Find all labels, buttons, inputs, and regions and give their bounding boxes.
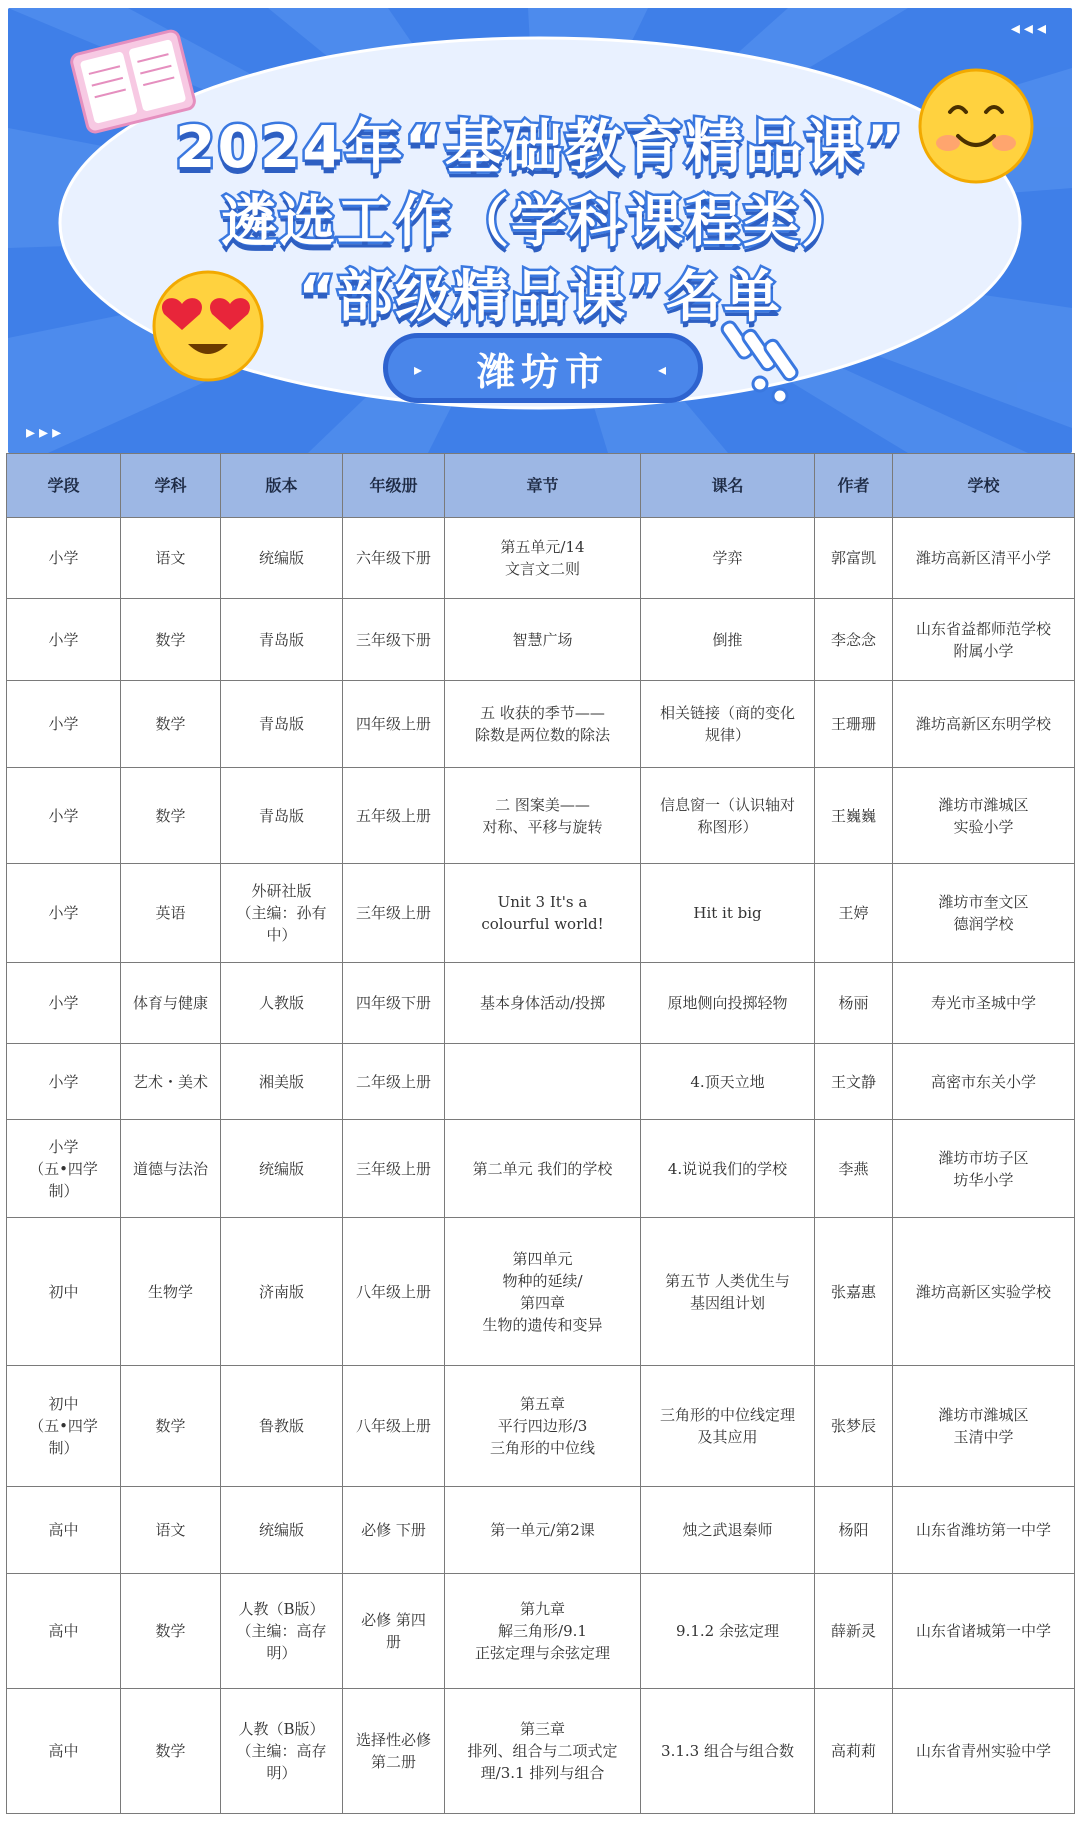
corner-arrows-bottom: ▸▸▸ (26, 422, 66, 443)
table-row (7, 1218, 1075, 1366)
cell-author: 张梦辰 (815, 1366, 893, 1487)
table-row (7, 599, 1075, 681)
cell-course: 4.顶天立地 (641, 1044, 815, 1120)
cell-author: 郭富凯 (815, 518, 893, 599)
cell-author: 李念念 (815, 599, 893, 681)
table-row (7, 963, 1075, 1044)
cell-edition: 青岛版 (221, 768, 343, 864)
cell-chapter: Unit 3 It's a colourful world! (445, 864, 641, 963)
table-row (7, 1574, 1075, 1689)
cell-school: 山东省诸城第一中学 (893, 1574, 1075, 1689)
cell-stage: 小学 (7, 768, 121, 864)
cell-grade: 三年级上册 (343, 864, 445, 963)
cell-chapter: 第三章 排列、组合与二项式定 理/3.1 排列与组合 (445, 1689, 641, 1814)
table-row (7, 681, 1075, 768)
cell-chapter: 五 收获的季节—— 除数是两位数的除法 (445, 681, 641, 768)
title-line-2: 遴选工作（学科课程类） (221, 190, 859, 255)
cell-stage: 小学 (7, 1044, 121, 1120)
title-line-1: 2024年“基础教育精品课” (175, 113, 905, 181)
cell-school: 山东省潍坊第一中学 (893, 1487, 1075, 1574)
cell-course: 倒推 (641, 599, 815, 681)
cell-subject: 数学 (121, 1366, 221, 1487)
cell-author: 高莉莉 (815, 1689, 893, 1814)
cell-grade: 六年级下册 (343, 518, 445, 599)
cell-chapter: 二 图案美—— 对称、平移与旋转 (445, 768, 641, 864)
cell-edition: 湘美版 (221, 1044, 343, 1120)
cell-course: 学弈 (641, 518, 815, 599)
cell-author: 杨阳 (815, 1487, 893, 1574)
cell-course: 4.说说我们的学校 (641, 1120, 815, 1218)
cell-grade: 四年级下册 (343, 963, 445, 1044)
title-line-3: “部级精品课”名单 (298, 265, 782, 330)
header-chapter: 章节 (445, 454, 641, 518)
header-stage: 学段 (7, 454, 121, 518)
cell-grade: 八年级上册 (343, 1218, 445, 1366)
cell-edition: 统编版 (221, 1120, 343, 1218)
cell-grade: 必修 下册 (343, 1487, 445, 1574)
header-author: 作者 (815, 454, 893, 518)
table-row (7, 1366, 1075, 1487)
cell-chapter: 基本身体活动/投掷 (445, 963, 641, 1044)
cell-subject: 语文 (121, 518, 221, 599)
cell-school: 潍坊市潍城区 实验小学 (893, 768, 1075, 864)
cell-course: 原地侧向投掷轻物 (641, 963, 815, 1044)
table-row (7, 1487, 1075, 1574)
cell-course: 三角形的中位线定理 及其应用 (641, 1366, 815, 1487)
header-subject: 学科 (121, 454, 221, 518)
cell-course: 3.1.3 组合与组合数 (641, 1689, 815, 1814)
cell-author: 王文静 (815, 1044, 893, 1120)
cell-course: 烛之武退秦师 (641, 1487, 815, 1574)
cell-subject: 数学 (121, 1689, 221, 1814)
cell-chapter: 智慧广场 (445, 599, 641, 681)
cell-author: 王珊珊 (815, 681, 893, 768)
table-header-row (7, 454, 1075, 518)
cell-subject: 道德与法治 (121, 1120, 221, 1218)
city-badge (383, 333, 703, 403)
cell-chapter: 第二单元 我们的学校 (445, 1120, 641, 1218)
cell-edition: 济南版 (221, 1218, 343, 1366)
cell-chapter: 第五单元/14 文言文二则 (445, 518, 641, 599)
cell-chapter (445, 1044, 641, 1120)
cell-grade: 选择性必修 第二册 (343, 1689, 445, 1814)
cell-stage: 小学 (7, 518, 121, 599)
cell-author: 李燕 (815, 1120, 893, 1218)
cell-edition: 人教（B版） （主编：高存 明） (221, 1574, 343, 1689)
cell-school: 山东省益都师范学校 附属小学 (893, 599, 1075, 681)
cell-stage: 小学 (7, 599, 121, 681)
cell-course: 信息窗一（认识轴对 称图形） (641, 768, 815, 864)
cell-author: 薛新灵 (815, 1574, 893, 1689)
cell-stage: 高中 (7, 1574, 121, 1689)
cell-course: 相关链接（商的变化 规律） (641, 681, 815, 768)
cell-stage: 高中 (7, 1689, 121, 1814)
cell-stage: 小学 (7, 963, 121, 1044)
cell-grade: 必修 第四 册 (343, 1574, 445, 1689)
cell-edition: 青岛版 (221, 599, 343, 681)
cell-edition: 人教版 (221, 963, 343, 1044)
header-grade: 年级册 (343, 454, 445, 518)
arrow-right-icon: ▸ (414, 360, 429, 379)
cell-subject: 体育与健康 (121, 963, 221, 1044)
course-table (6, 453, 1075, 1814)
cell-school: 山东省青州实验中学 (893, 1689, 1075, 1814)
cell-stage: 初中 （五•四学 制） (7, 1366, 121, 1487)
cell-course: 9.1.2 余弦定理 (641, 1574, 815, 1689)
cell-stage: 小学 (7, 681, 121, 768)
cell-subject: 数学 (121, 681, 221, 768)
cell-school: 寿光市圣城中学 (893, 963, 1075, 1044)
header-edition: 版本 (221, 454, 343, 518)
table-row (7, 864, 1075, 963)
cell-subject: 语文 (121, 1487, 221, 1574)
header-course: 课名 (641, 454, 815, 518)
cell-subject: 艺术・美术 (121, 1044, 221, 1120)
cell-chapter: 第四单元 物种的延续/ 第四章 生物的遗传和变异 (445, 1218, 641, 1366)
table-row (7, 768, 1075, 864)
cell-chapter: 第五章 平行四边形/3 三角形的中位线 (445, 1366, 641, 1487)
cell-edition: 外研社版 （主编：孙有 中） (221, 864, 343, 963)
cell-school: 潍坊高新区实验学校 (893, 1218, 1075, 1366)
cell-subject: 英语 (121, 864, 221, 963)
corner-arrows-top: ◂◂◂ (1010, 18, 1050, 39)
cell-grade: 五年级上册 (343, 768, 445, 864)
arrow-left-icon: ◂ (657, 360, 672, 379)
cell-course: Hit it big (641, 864, 815, 963)
cell-stage: 高中 (7, 1487, 121, 1574)
table-row (7, 518, 1075, 599)
cell-edition: 鲁教版 (221, 1366, 343, 1487)
cell-stage: 初中 (7, 1218, 121, 1366)
cell-school: 潍坊市奎文区 德润学校 (893, 864, 1075, 963)
cell-edition: 统编版 (221, 518, 343, 599)
cell-author: 王巍巍 (815, 768, 893, 864)
cell-course: 第五节 人类优生与 基因组计划 (641, 1218, 815, 1366)
cell-school: 潍坊市坊子区 坊华小学 (893, 1120, 1075, 1218)
cell-subject: 数学 (121, 768, 221, 864)
cell-author: 张嘉惠 (815, 1218, 893, 1366)
cell-subject: 生物学 (121, 1218, 221, 1366)
header-banner (8, 8, 1072, 453)
cell-author: 杨丽 (815, 963, 893, 1044)
cell-grade: 八年级上册 (343, 1366, 445, 1487)
cell-grade: 二年级上册 (343, 1044, 445, 1120)
cell-grade: 四年级上册 (343, 681, 445, 768)
cell-edition: 青岛版 (221, 681, 343, 768)
cell-author: 王婷 (815, 864, 893, 963)
cell-school: 潍坊高新区东明学校 (893, 681, 1075, 768)
header-school: 学校 (893, 454, 1075, 518)
city-label: 潍坊市 (476, 349, 609, 394)
table-row (7, 1689, 1075, 1814)
cell-school: 潍坊市潍城区 玉清中学 (893, 1366, 1075, 1487)
cell-grade: 三年级上册 (343, 1120, 445, 1218)
cell-grade: 三年级下册 (343, 599, 445, 681)
cell-chapter: 第一单元/第2课 (445, 1487, 641, 1574)
cell-stage: 小学 （五•四学 制） (7, 1120, 121, 1218)
cell-edition: 人教（B版） （主编：高存 明） (221, 1689, 343, 1814)
table-row (7, 1044, 1075, 1120)
cell-chapter: 第九章 解三角形/9.1 正弦定理与余弦定理 (445, 1574, 641, 1689)
cell-school: 潍坊高新区清平小学 (893, 518, 1075, 599)
cell-subject: 数学 (121, 599, 221, 681)
cell-school: 高密市东关小学 (893, 1044, 1075, 1120)
cell-edition: 统编版 (221, 1487, 343, 1574)
cell-subject: 数学 (121, 1574, 221, 1689)
cell-stage: 小学 (7, 864, 121, 963)
table-row (7, 1120, 1075, 1218)
